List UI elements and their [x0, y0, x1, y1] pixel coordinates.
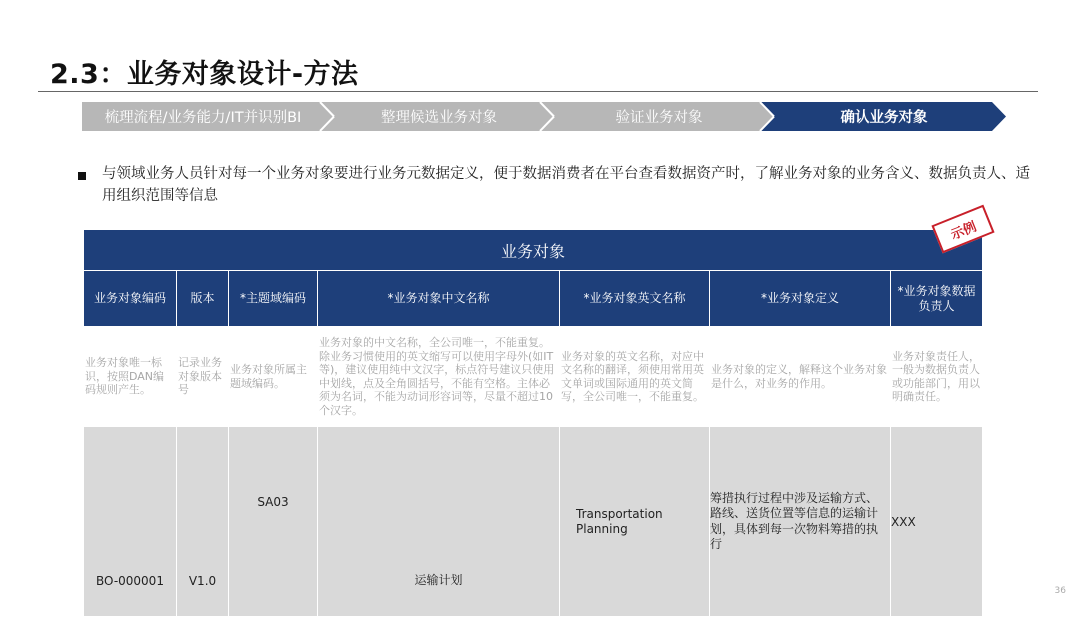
step-2: 整理候选业务对象 — [381, 110, 497, 126]
table-caption: 业务对象 — [84, 230, 983, 271]
page-title: 2.3：业务对象设计-方法 — [50, 59, 359, 90]
example-cell-domain: SA03 — [229, 427, 318, 617]
page-number: 36 — [1054, 586, 1066, 596]
example-cell-definition: 筹措执行过程中涉及运输方式、路线、送货位置等信息的运输计划，具体到每一次物料筹措的执行 — [710, 427, 891, 617]
table-example-row — [84, 427, 983, 617]
hint-cell: 业务对象唯一标识，按照DAN编码规则产生。 — [85, 356, 165, 397]
hint-cell: 业务对象的英文名称，对应中文名称的翻译，须使用常用英文单词或国际通用的英文简写，全公司唯一，不能重复。 — [561, 349, 704, 403]
step-3: 验证业务对象 — [615, 110, 703, 126]
header-cell: 业务对象编码 — [84, 271, 177, 327]
table-header-row — [84, 271, 983, 327]
example-stamp: 示例 — [931, 205, 994, 254]
example-cell-code: BO-000001 — [84, 427, 177, 617]
process-steps — [82, 102, 1006, 131]
hint-cell: 业务对象所属主题域编码。 — [230, 363, 307, 390]
title-divider — [38, 91, 1038, 92]
header-cell: *业务对象中文名称 — [318, 271, 560, 327]
business-object-table — [83, 229, 983, 617]
hint-cell: 业务对象的定义，解释这个业务对象是什么，对业务的作用。 — [711, 363, 887, 390]
example-cell-en-name: Transportation Planning — [560, 427, 710, 617]
table-hint-row — [84, 327, 983, 427]
example-cell-owner: XXX — [891, 427, 983, 617]
step-1: 梳理流程/业务能力/IT并识别BI — [104, 110, 302, 126]
hint-cell: 业务对象的中文名称，全公司唯一，不能重复。除业务习惯使用的英文缩写可以使用字母外(如IT等)，建议使用纯中文汉字，标点符号建议只使用中划线，点及全角圆括号，不能有空格。主体必须为名词，不能为动词形容词等，尽量不超过10个汉字。 — [319, 336, 555, 417]
header-cell: *业务对象定义 — [710, 271, 891, 327]
bullet-square-icon — [78, 172, 86, 180]
hint-cell: 记录业务对象版本号 — [178, 356, 222, 397]
header-cell: *业务对象数据负责人 — [891, 271, 983, 327]
hint-cell: 业务对象责任人，一般为数据负责人或功能部门，用以明确责任。 — [892, 349, 980, 403]
example-cell-version: V1.0 — [177, 427, 229, 617]
header-cell: 版本 — [177, 271, 229, 327]
step-4-active: 确认业务对象 — [840, 110, 928, 126]
header-cell: *业务对象英文名称 — [560, 271, 710, 327]
example-cell-cn-name: 运输计划 — [318, 427, 560, 617]
description-text: 与领域业务人员针对每一个业务对象要进行业务元数据定义，便于数据消费者在平台查看数据资产时，了解业务对象的业务含义、数据负责人、适用组织范围等信息 — [102, 166, 1030, 204]
header-cell: *主题域编码 — [229, 271, 318, 327]
